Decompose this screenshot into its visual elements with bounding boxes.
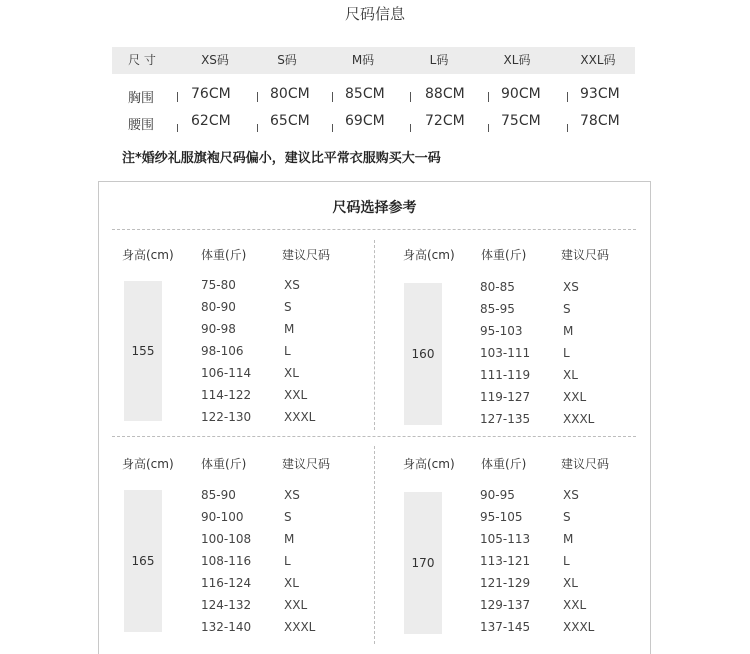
- weight-range: 90-100: [201, 510, 244, 524]
- suggested-size: S: [284, 510, 292, 524]
- weight-range: 90-98: [201, 322, 236, 336]
- header-l: L码: [429, 53, 449, 67]
- suggested-size: M: [563, 532, 574, 546]
- weight-range: 80-90: [201, 300, 236, 314]
- col-size-header: 建议尺码: [282, 457, 331, 471]
- dashed-divider: [374, 446, 375, 644]
- dashed-divider: [374, 240, 375, 430]
- row-label-waist: 腰围: [128, 118, 155, 133]
- suggested-size: S: [284, 300, 292, 314]
- weight-range: 122-130: [201, 410, 252, 424]
- height-value-box: 160: [404, 283, 442, 425]
- suggested-size: XL: [563, 576, 578, 590]
- suggested-size: M: [284, 532, 295, 546]
- weight-range: 111-119: [480, 368, 531, 382]
- col-weight-header: 体重(斤): [481, 457, 527, 471]
- suggested-size: XS: [563, 280, 579, 294]
- weight-range: 121-129: [480, 576, 531, 590]
- size-header-band: [112, 47, 635, 74]
- divider-tick: [567, 124, 568, 132]
- col-weight-header: 体重(斤): [481, 248, 527, 262]
- suggested-size: XL: [284, 576, 299, 590]
- divider-tick: [410, 124, 411, 132]
- divider-tick: [177, 92, 178, 102]
- col-size-header: 建议尺码: [561, 248, 610, 262]
- weight-range: 106-114: [201, 366, 252, 380]
- weight-range: 100-108: [201, 532, 252, 546]
- dashed-divider: [112, 229, 636, 230]
- suggested-size: M: [563, 324, 574, 338]
- col-size-header: 建议尺码: [561, 457, 610, 471]
- col-height-header: 身高(cm): [403, 248, 455, 262]
- chest-m: 85CM: [345, 86, 385, 102]
- divider-tick: [488, 92, 489, 102]
- chest-xl: 90CM: [501, 86, 541, 102]
- weight-range: 127-135: [480, 412, 531, 426]
- suggested-size: XS: [284, 488, 300, 502]
- chest-xs: 76CM: [191, 86, 231, 102]
- suggested-size: XXXL: [284, 620, 316, 634]
- weight-range: 90-95: [480, 488, 515, 502]
- divider-tick: [567, 92, 568, 102]
- weight-range: 137-145: [480, 620, 531, 634]
- weight-range: 105-113: [480, 532, 531, 546]
- suggested-size: M: [284, 322, 295, 336]
- weight-range: 85-90: [201, 488, 236, 502]
- header-s: S码: [277, 53, 297, 67]
- weight-range: 98-106: [201, 344, 244, 358]
- divider-tick: [332, 92, 333, 102]
- suggested-size: L: [563, 346, 570, 360]
- col-weight-header: 体重(斤): [201, 457, 247, 471]
- header-xl: XL码: [503, 53, 531, 67]
- col-size-header: 建议尺码: [282, 248, 331, 262]
- suggested-size: XS: [284, 278, 300, 292]
- divider-tick: [257, 92, 258, 102]
- row-label-chest: 胸围: [128, 91, 155, 106]
- weight-range: 85-95: [480, 302, 515, 316]
- col-height-header: 身高(cm): [403, 457, 455, 471]
- col-weight-header: 体重(斤): [201, 248, 247, 262]
- reference-title: 尺码选择参考: [332, 200, 417, 216]
- height-value-box: 170: [404, 492, 442, 634]
- suggested-size: XL: [563, 368, 578, 382]
- suggested-size: L: [563, 554, 570, 568]
- suggested-size: L: [284, 554, 291, 568]
- chest-l: 88CM: [425, 86, 465, 102]
- weight-range: 80-85: [480, 280, 515, 294]
- weight-range: 95-105: [480, 510, 523, 524]
- weight-range: 95-103: [480, 324, 523, 338]
- suggested-size: XL: [284, 366, 299, 380]
- height-value-box: 155: [124, 281, 162, 421]
- weight-range: 113-121: [480, 554, 531, 568]
- waist-m: 69CM: [345, 113, 385, 129]
- dashed-divider: [112, 436, 636, 437]
- suggested-size: XXXL: [563, 412, 595, 426]
- weight-range: 75-80: [201, 278, 236, 292]
- divider-tick: [332, 124, 333, 132]
- weight-range: 129-137: [480, 598, 531, 612]
- weight-range: 132-140: [201, 620, 252, 634]
- header-m: M码: [351, 53, 375, 67]
- col-height-header: 身高(cm): [122, 248, 174, 262]
- suggested-size: XXL: [563, 390, 587, 404]
- header-size-label: 尺 寸: [128, 53, 156, 67]
- weight-range: 119-127: [480, 390, 531, 404]
- size-note: 注*婚纱礼服旗袍尺码偏小，建议比平常衣服购买大一码: [122, 151, 441, 166]
- chest-xxl: 93CM: [580, 86, 620, 102]
- header-xxl: XXL码: [580, 53, 616, 67]
- divider-tick: [177, 124, 178, 132]
- divider-tick: [488, 124, 489, 132]
- height-value-box: 165: [124, 490, 162, 632]
- waist-xl: 75CM: [501, 113, 541, 129]
- col-height-header: 身高(cm): [122, 457, 174, 471]
- suggested-size: XS: [563, 488, 579, 502]
- header-xs: XS码: [201, 53, 229, 67]
- waist-l: 72CM: [425, 113, 465, 129]
- suggested-size: XXXL: [563, 620, 595, 634]
- divider-tick: [410, 92, 411, 102]
- divider-tick: [257, 124, 258, 132]
- weight-range: 108-116: [201, 554, 252, 568]
- page-title: 尺码信息: [344, 5, 405, 23]
- suggested-size: XXL: [284, 598, 308, 612]
- waist-xs: 62CM: [191, 113, 231, 129]
- weight-range: 103-111: [480, 346, 531, 360]
- weight-range: 116-124: [201, 576, 252, 590]
- weight-range: 124-132: [201, 598, 252, 612]
- suggested-size: L: [284, 344, 291, 358]
- waist-s: 65CM: [270, 113, 310, 129]
- weight-range: 114-122: [201, 388, 252, 402]
- suggested-size: S: [563, 302, 571, 316]
- chest-s: 80CM: [270, 86, 310, 102]
- waist-xxl: 78CM: [580, 113, 620, 129]
- suggested-size: S: [563, 510, 571, 524]
- suggested-size: XXXL: [284, 410, 316, 424]
- suggested-size: XXL: [284, 388, 308, 402]
- suggested-size: XXL: [563, 598, 587, 612]
